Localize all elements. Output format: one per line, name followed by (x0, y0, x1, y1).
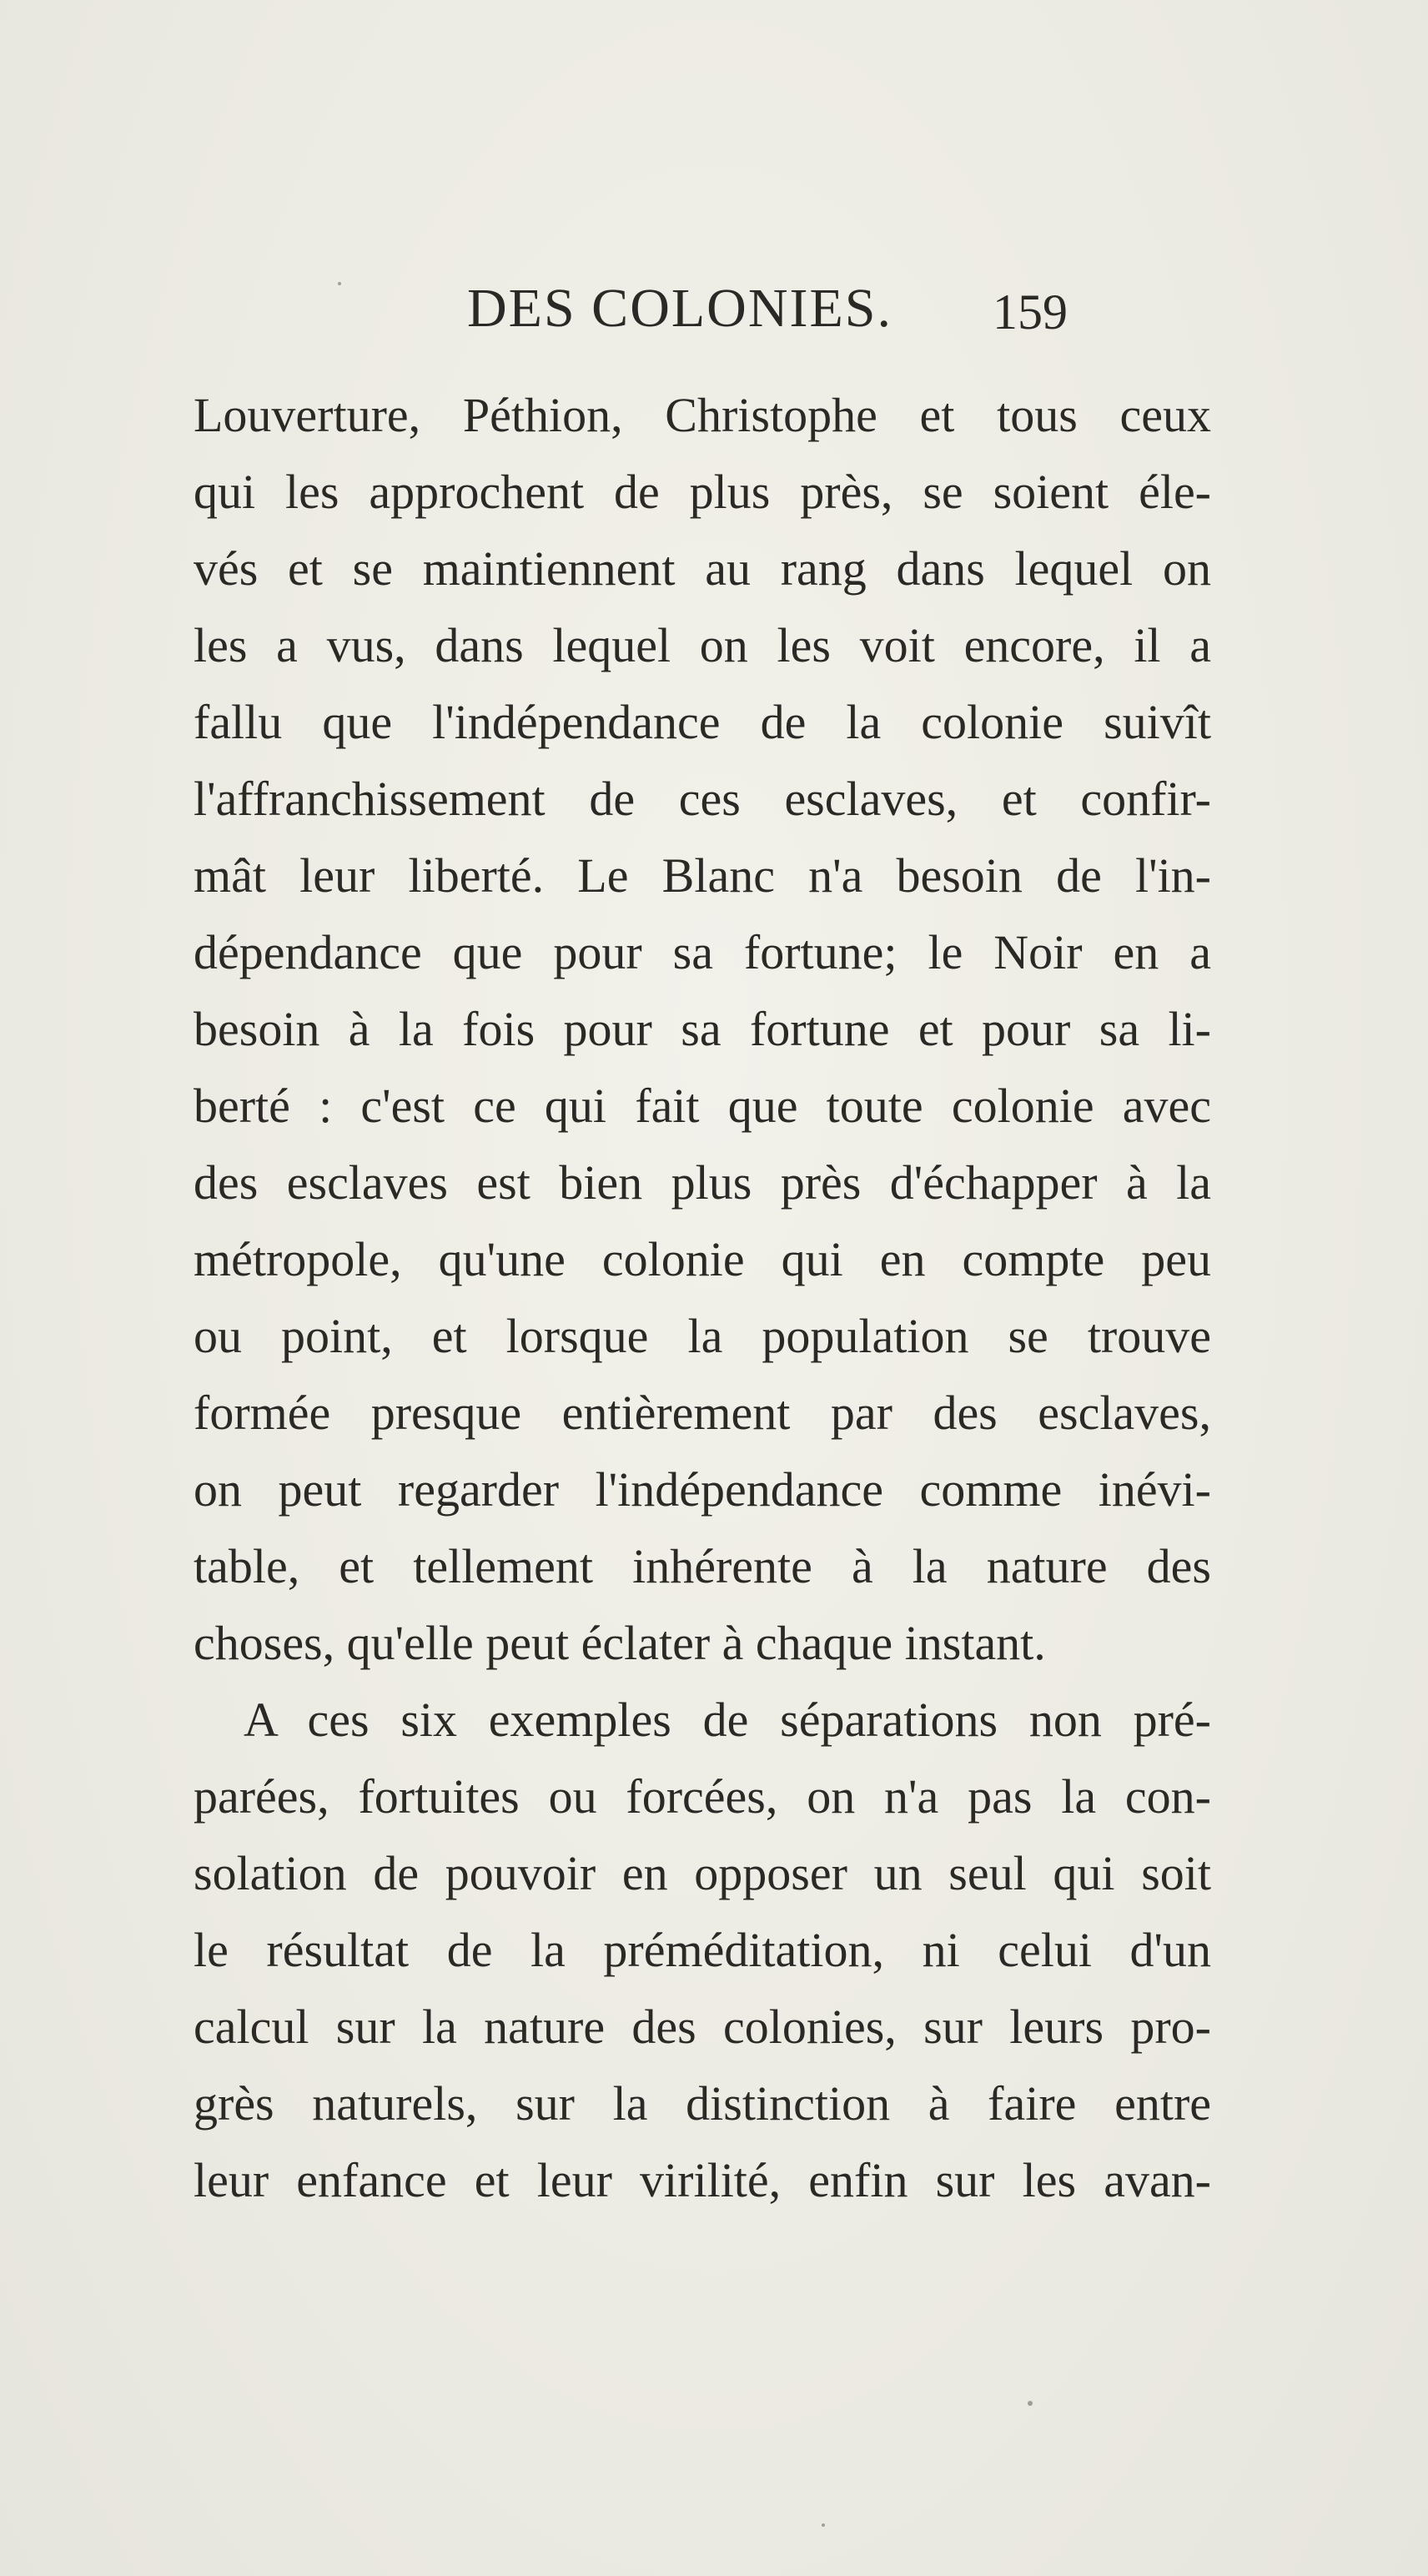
text-line: choses, qu'elle peut éclater à chaque instant. (194, 1616, 1046, 1670)
text-line: dépendance que pour sa fortune; le Noir en a (194, 925, 1211, 979)
text-line: berté : c'est ce qui fait que toute colonie avec (194, 1079, 1211, 1133)
text-line: ou point, et lorsque la population se trouve (194, 1309, 1211, 1363)
running-head (0, 271, 1428, 346)
text-line: calcul sur la nature des colonies, sur leurs pro- (194, 2000, 1211, 2054)
paper-speck (338, 282, 341, 285)
text-line: Louverture, Péthion, Christophe et tous ceux (194, 388, 1211, 442)
paper-speck (1028, 2401, 1033, 2406)
text-line: les a vus, dans lequel on les voit encore, il a (194, 618, 1211, 672)
text-line: le résultat de la préméditation, ni celui d'un (194, 1923, 1211, 1977)
text-line: mât leur liberté. Le Blanc n'a besoin de l'in- (194, 848, 1211, 903)
text-line: besoin à la fois pour sa fortune et pour sa li- (194, 1002, 1211, 1056)
text-line: on peut regarder l'indépendance comme inévi- (194, 1462, 1211, 1517)
text-line: vés et se maintiennent au rang dans lequel on (194, 541, 1211, 596)
text-line: A ces six exemples de séparations non pré- (244, 1693, 1211, 1747)
text-line: des esclaves est bien plus près d'échapper à la (194, 1155, 1211, 1210)
text-line: parées, fortuites ou forcées, on n'a pas la con- (194, 1769, 1211, 1824)
text-line: fallu que l'indépendance de la colonie suivît (194, 695, 1211, 749)
body-text (194, 377, 1211, 2219)
text-line: formée presque entièrement par des esclaves, (194, 1386, 1211, 1440)
text-line: qui les approchent de plus près, se soient éle- (194, 465, 1211, 519)
running-title: DES COLONIES. (467, 278, 893, 339)
text-line: métropole, qu'une colonie qui en compte peu (194, 1232, 1211, 1286)
text-line: l'affranchissement de ces esclaves, et confir- (194, 772, 1211, 826)
text-line: leur enfance et leur virilité, enfin sur les avan- (194, 2153, 1211, 2207)
text-line: grès naturels, sur la distinction à faire entre (194, 2076, 1211, 2131)
text-line: solation de pouvoir en opposer un seul qui soit (194, 1846, 1211, 1900)
text-line: table, et tellement inhérente à la nature des (194, 1539, 1211, 1593)
page-number: 159 (993, 284, 1068, 340)
paper-speck (822, 2523, 825, 2527)
